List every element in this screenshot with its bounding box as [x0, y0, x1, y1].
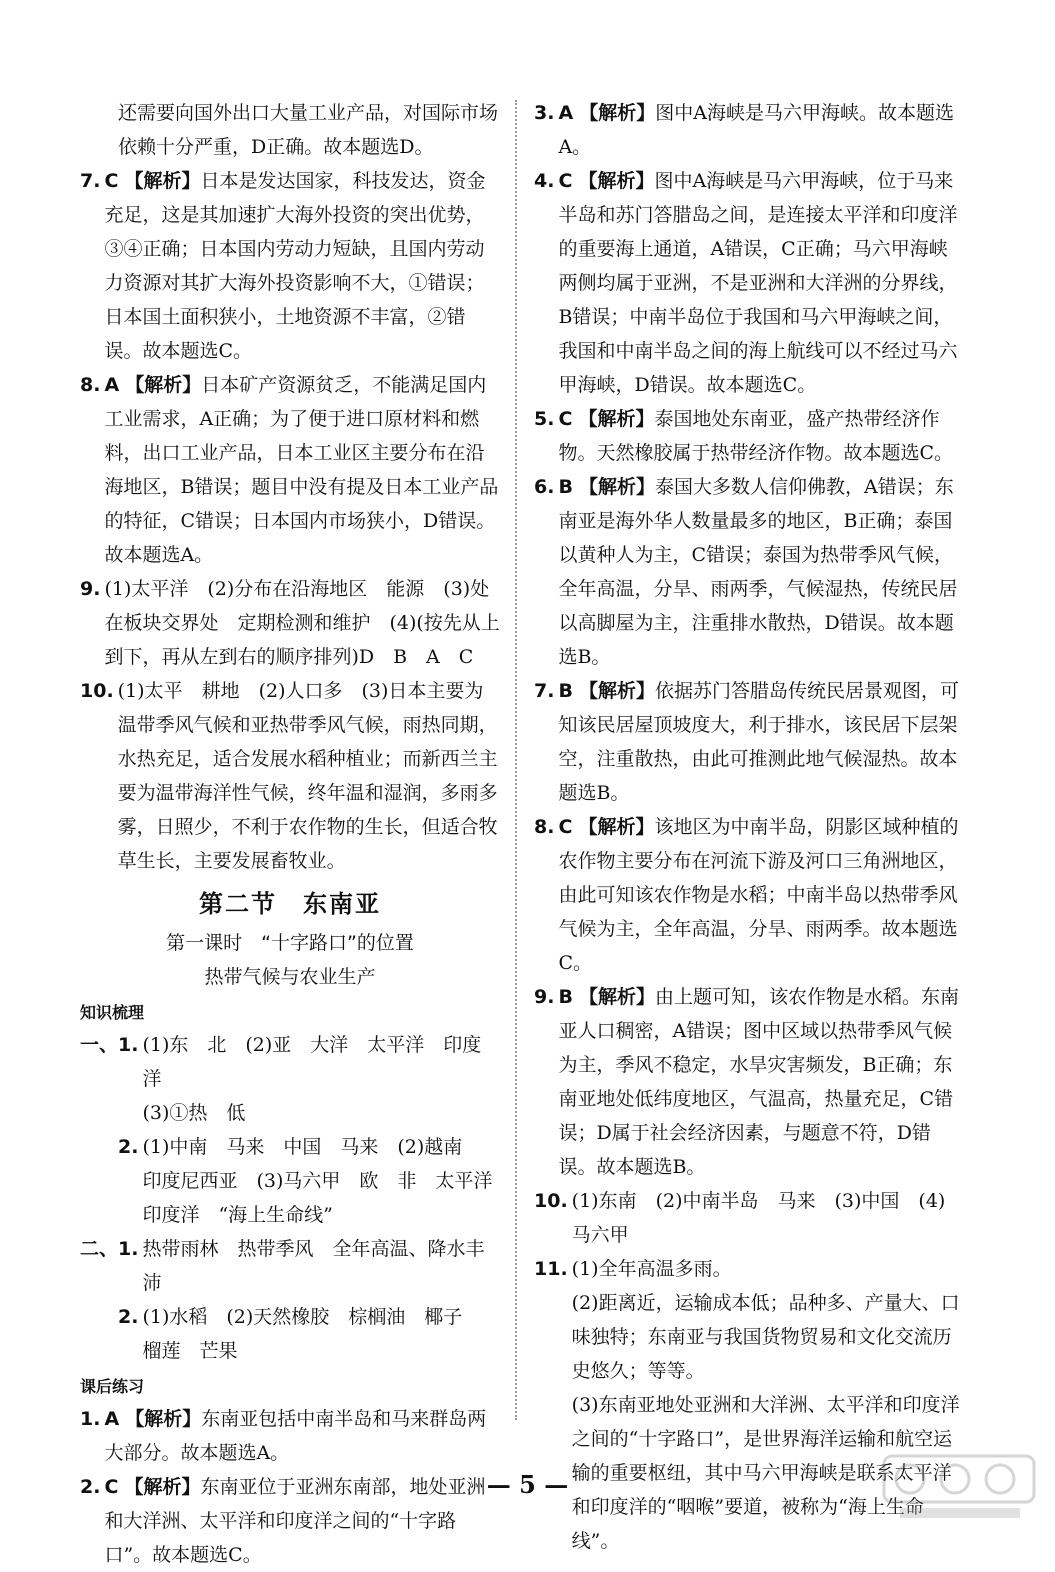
- exercise-9: [534, 980, 960, 1184]
- answer-number: 10.: [534, 1190, 568, 1212]
- answer-number: 5.: [534, 408, 555, 430]
- answer-text: 图中A海峡是马六甲海峡，位于马来半岛和苏门答腊岛之间，是连接太平洋和印度洋的重要海上通道，A错误，C正确；马六甲海峡两侧均属于亚洲，不是亚洲和大洋洲的分界线，B错误；中南半岛位于我国和马六甲海峡之间，我国和中南半岛之间的海上航线可以不经过马六甲海峡，D错误。故本题选C。: [558, 170, 958, 396]
- answer-text: 日本是发达国家，科技发达，资金充足，这是其加速扩大海外投资的突出优势，③④正确；日本国内劳动力短缺，且国内劳动力资源对其扩大海外投资影响不大，①错误；日本国土面积狭小，土地资源不丰富，②错误。故本题选C。: [104, 170, 486, 362]
- answer-part-3: (3)东南亚地处亚洲和大洋洲、太平洋和印度洋之间的“十字路口”，是世界海洋运输和航空运输的重要枢纽，其中马六甲海峡是联系太平洋和印度洋的“咽喉”要道，被称为“海上生命线”。: [571, 1394, 960, 1552]
- intro-text: 还需要向国外出口大量工业产品，对国际市场依赖十分严重，D正确。故本题选D。: [118, 102, 499, 158]
- answer-text: (1)太平 耕地 (2)人口多 (3)日本主要为温带季风气候和亚热带季风气候，雨热同期，水热充足，适合发展水稻种植业；而新西兰主要为温带海洋性气候，终年温和湿润，多雨多雾，日照少，不利于农作物的生长，但适合牧草生长，主要发展畜牧业。: [117, 680, 498, 872]
- answer-text: (1)太平洋 (2)分布在沿海地区 能源 (3)处在板块交界处 定期检测和维护 (4)(按先从上到下，再从左到右的顺序排列)D B A C: [104, 578, 500, 668]
- page-number: — 5 —: [486, 1470, 569, 1499]
- answer-text: 该地区为中南半岛，阴影区域种植的农作物主要分布在河流下游及河口三角洲地区，由此可知该农作物是水稻；中南半岛以热带季风气候为主，全年高温，分旱、雨两季。故本题选C。: [558, 816, 959, 974]
- analysis-tag: 【解析】: [124, 1476, 201, 1498]
- answer-letter: C: [558, 408, 573, 430]
- answer-number: 6.: [534, 476, 555, 498]
- answer-letter: C: [558, 816, 573, 838]
- exercise-6: [534, 470, 960, 674]
- answer-letter: A: [104, 374, 120, 396]
- exercise-5: [534, 402, 960, 470]
- answer-number: 10.: [80, 680, 114, 702]
- analysis-tag: 【解析】: [578, 170, 655, 192]
- answer-number: 11.: [534, 1258, 568, 1280]
- knowledge-heading: 知识梳理: [80, 1003, 145, 1022]
- answer-letter: A: [104, 1408, 120, 1430]
- analysis-tag: 【解析】: [579, 102, 656, 124]
- answer-number: 2.: [80, 1476, 101, 1498]
- answer-number: 8.: [80, 374, 101, 396]
- knowledge-1-2: [80, 1130, 512, 1232]
- knowledge-text: (3)①热 低: [142, 1102, 246, 1124]
- answer-letter: B: [558, 476, 573, 498]
- knowledge-number: 一、1.: [80, 1034, 139, 1056]
- knowledge-text: (1)东 北 (2)亚 大洋 太平洋 印度洋: [142, 1034, 482, 1090]
- left-column: [80, 96, 512, 1572]
- analysis-tag: 【解析】: [124, 170, 201, 192]
- answer-letter: C: [104, 170, 119, 192]
- answer-letter: C: [558, 170, 573, 192]
- answer-text: 图中A海峡是马六甲海峡。故本题选A。: [558, 102, 954, 158]
- exercise-7: [534, 674, 960, 810]
- answer-letter: C: [104, 1476, 119, 1498]
- analysis-tag: 【解析】: [578, 986, 655, 1008]
- section-title: 第二节 东南亚: [199, 890, 381, 918]
- exercise-heading: 课后练习: [80, 1377, 145, 1396]
- answer-text: 东南亚包括中南半岛和马来群岛两大部分。故本题选A。: [104, 1408, 487, 1464]
- answer-letter: B: [558, 986, 573, 1008]
- answer-number: 9.: [534, 986, 555, 1008]
- answer-letter: B: [558, 680, 573, 702]
- analysis-tag: 【解析】: [125, 1408, 202, 1430]
- answer-text: (1)东南 (2)中南半岛 马来 (3)中国 (4)马六甲: [571, 1190, 946, 1246]
- exercise-8: [534, 810, 960, 980]
- answer-7: [80, 164, 500, 368]
- answer-number: 7.: [534, 680, 555, 702]
- answer-number: 7.: [80, 170, 101, 192]
- answer-text: 由上题可知，该农作物是水稻。东南亚人口稠密，A错误；图中区域以热带季风气候为主，季风不稳定，水旱灾害频发，B正确；东南亚地处低纬度地区，气温高，热量充足，C错误；D属于社会经济因素，与题意不符，D错误。故本题选B。: [558, 986, 960, 1178]
- knowledge-2: [80, 1232, 500, 1300]
- analysis-tag: 【解析】: [578, 476, 655, 498]
- knowledge-number: 2.: [118, 1136, 139, 1158]
- lesson-title: 第一课时 “十字路口”的位置: [166, 932, 414, 954]
- knowledge-2-2: [80, 1300, 500, 1368]
- knowledge-number: 二、1.: [80, 1238, 139, 1260]
- answer-9: [80, 572, 500, 674]
- watermark-logo-icon: [880, 1452, 1040, 1524]
- answer-text: 依据苏门答腊岛传统民居景观图，可知该民居屋顶坡度大，利于排水，该民居下层架空，注重散热，由此可推测此地气候湿热。故本题选B。: [558, 680, 960, 804]
- answer-text: 泰国地处东南亚，盛产热带经济作物。天然橡胶属于热带经济作物。故本题选C。: [558, 408, 953, 464]
- exercise-1: [80, 1402, 500, 1470]
- knowledge-text: (1)中南 马来 中国 马来 (2)越南 印度尼西亚 (3)马六甲 欧 非 太平洋 印度洋 “海上生命线”: [142, 1136, 512, 1226]
- analysis-tag: 【解析】: [578, 816, 655, 838]
- exercise-3: [534, 96, 960, 164]
- answer-number: 1.: [80, 1408, 101, 1430]
- knowledge-1: [80, 1028, 500, 1130]
- exercise-4: [534, 164, 960, 402]
- answer-text: 东南亚位于亚洲东南部，地处亚洲和大洋洲、太平洋和印度洋之间的“十字路口”。故本题选C。: [104, 1476, 486, 1566]
- exercise-10: [534, 1184, 960, 1252]
- answer-number: 8.: [534, 816, 555, 838]
- answer-number: 9.: [80, 578, 101, 600]
- answer-number: 3.: [534, 102, 555, 124]
- answer-10: [80, 674, 500, 878]
- answer-part-2: (2)距离近，运输成本低；品种多、产量大、口味独特；东南亚与我国货物贸易和文化交流历史悠久；等等。: [571, 1292, 960, 1382]
- answer-letter: A: [558, 102, 574, 124]
- right-column: [534, 96, 960, 1558]
- analysis-tag: 【解析】: [125, 374, 202, 396]
- answer-text: 日本矿产资源贫乏，不能满足国内工业需求，A正确；为了便于进口原材料和燃料，出口工业产品，日本工业区主要分布在沿海地区，B错误；题目中没有提及日本工业产品的特征，C错误；日本国内市场狭小，D错误。故本题选A。: [104, 374, 499, 566]
- knowledge-number: 2.: [118, 1306, 139, 1328]
- analysis-tag: 【解析】: [578, 408, 655, 430]
- knowledge-text: 热带雨林 热带季风 全年高温、降水丰沛: [142, 1238, 485, 1294]
- answer-text: 泰国大多数人信仰佛教，A错误；东南亚是海外华人数量最多的地区，B正确；泰国以黄种人为主，C错误；泰国为热带季风气候，全年高温，分旱、雨两季，气候湿热，传统民居以高脚屋为主，注重排水散热，D错误。故本题选B。: [558, 476, 958, 668]
- answer-8: [80, 368, 500, 572]
- analysis-tag: 【解析】: [578, 680, 655, 702]
- knowledge-text: (1)水稻 (2)天然橡胶 棕榈油 椰子 榴莲 芒果: [142, 1306, 482, 1362]
- column-divider: [515, 100, 517, 1420]
- answer-number: 4.: [534, 170, 555, 192]
- lesson-subtitle: 热带气候与农业生产: [204, 966, 376, 988]
- answer-part-1: (1)全年高温多雨。: [571, 1258, 732, 1280]
